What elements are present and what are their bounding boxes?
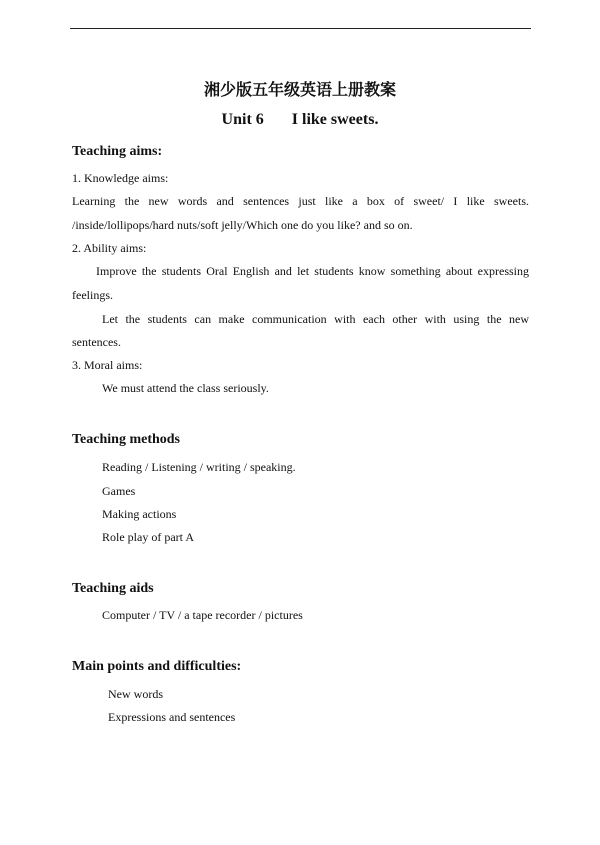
- heading-teaching-aids: Teaching aids: [72, 581, 154, 596]
- unit-label: Unit 6: [221, 111, 264, 128]
- main-point-item: Expressions and sentences: [108, 710, 236, 724]
- ability-aims-p2-line-2: sentences.: [72, 335, 121, 349]
- header-rule: [70, 28, 531, 29]
- ability-aims-p1-line-2: feelings.: [72, 288, 113, 302]
- ability-aims-label: 2. Ability aims:: [72, 241, 147, 255]
- heading-main-points: Main points and difficulties:: [72, 659, 242, 674]
- unit-name: I like sweets.: [291, 111, 379, 128]
- teaching-aids-text: Computer / TV / a tape recorder / pictures: [102, 608, 303, 622]
- knowledge-aims-line-2: /inside/lollipops/hard nuts/soft jelly/Which one do you like? and so on.: [72, 218, 413, 232]
- unit-title: [0, 111, 600, 129]
- method-item: Making actions: [102, 507, 177, 521]
- method-item: Role play of part A: [102, 530, 194, 544]
- heading-teaching-aims: Teaching aims:: [72, 144, 163, 159]
- knowledge-aims-label: 1. Knowledge aims:: [72, 171, 169, 185]
- document-title: 湘少版五年级英语上册教案: [203, 80, 396, 99]
- method-item: Games: [102, 484, 136, 498]
- method-item: Reading / Listening / writing / speaking.: [102, 460, 296, 474]
- ability-aims-p1-line-1: Improve the students Oral English and let students know something about expressing: [96, 264, 529, 278]
- ability-aims-p2-line-1: Let the students can make communication with each other with using the new: [102, 312, 529, 326]
- main-point-item: New words: [108, 687, 163, 701]
- knowledge-aims-line-1: Learning the new words and sentences just like a box of sweet/ I like sweets.: [72, 194, 529, 208]
- heading-teaching-methods: Teaching methods: [72, 432, 181, 447]
- moral-aims-label: 3. Moral aims:: [72, 358, 143, 372]
- moral-aims-text: We must attend the class seriously.: [102, 381, 269, 395]
